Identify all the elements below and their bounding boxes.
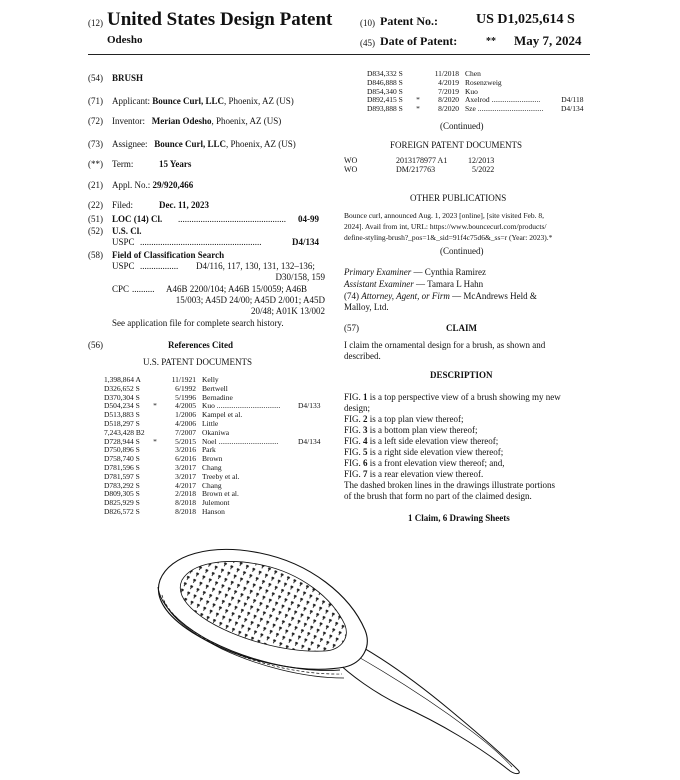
patent-no-label: Patent No.:: [380, 14, 438, 28]
reference-row: [104, 508, 321, 517]
reference-num: 7,243,428 B2: [104, 427, 145, 437]
reference-date: 6/2016: [175, 454, 196, 464]
reference-name: Treeby et al.: [202, 472, 240, 481]
code-10: (10): [360, 18, 375, 28]
reference-date: 7/2019: [438, 86, 459, 96]
inventor-location: , Phoenix, AZ (US): [211, 116, 282, 126]
reference-date: 1/2006: [175, 410, 196, 420]
reference-num: 1,398,864 A: [104, 375, 141, 384]
foreign-date: 12/2013: [468, 156, 495, 165]
fig-prefix: FIG.: [344, 469, 364, 479]
applicant-code: (71): [88, 96, 103, 106]
reference-cls: [298, 420, 321, 429]
reference-star: *: [153, 436, 157, 446]
reference-name: Chen: [465, 70, 481, 78]
inventor-name: Merian Odesho: [151, 116, 212, 126]
reference-date: 4/2019: [438, 77, 459, 87]
cpc-line3: 20/48; A01K 13/002: [250, 306, 325, 316]
fig1-prefix: FIG.: [344, 392, 364, 402]
reference-star: [150, 482, 160, 491]
attorney-line2: Malloy, Ltd.: [344, 302, 389, 312]
reference-star: [150, 420, 160, 429]
reference-num: D781,596 S: [104, 462, 140, 472]
reference-num: D783,292 S: [104, 480, 140, 490]
reference-num: D513,883 S: [104, 410, 140, 420]
reference-cls: [298, 411, 321, 420]
fig-text: is a rear elevation view thereof.: [367, 469, 484, 479]
reference-star: [150, 508, 160, 517]
appl-line: [112, 180, 193, 191]
loc-code: (51): [88, 214, 103, 224]
claim-heading: CLAIM: [446, 323, 477, 333]
primary-examiner-label: Primary Examiner: [344, 267, 412, 277]
reference-cls: [298, 482, 321, 491]
fig-number: 5: [363, 447, 368, 457]
fig-text: is a bottom plan view thereof;: [367, 425, 478, 435]
primary-examiner: [344, 267, 486, 278]
fig1-line2: design;: [344, 403, 370, 413]
fig-prefix: FIG.: [344, 414, 364, 424]
fig-prefix: FIG.: [344, 458, 364, 468]
claim-code: (57): [344, 323, 359, 333]
reference-star: [150, 411, 160, 420]
title-code: (54): [88, 73, 103, 83]
filed-value: Dec. 11, 2023: [159, 200, 209, 210]
reference-num: D504,234 S: [104, 401, 140, 411]
header-rule: [88, 54, 590, 55]
reference-star: *: [153, 401, 157, 411]
reference-cls: [298, 490, 321, 499]
assignee-location: , Phoenix, AZ (US): [226, 139, 296, 149]
foreign-num: DM/217763: [396, 164, 436, 174]
figure-description: [344, 414, 504, 425]
reference-star: *: [416, 95, 420, 105]
reference-star: [150, 455, 160, 464]
term-value: 15 Years: [159, 159, 192, 169]
assignee-name: Bounce Curl, LLC: [154, 139, 227, 149]
reference-name: Hanson: [202, 507, 225, 516]
cpc-line2: 15/003; A45D 24/00; A45D 2/001; A45D: [175, 295, 325, 305]
other-pub-line1: Bounce curl, announced Aug. 1, 2023 [online], [site visited Feb. 8,: [344, 211, 544, 220]
fig-text: is a top plan view thereof;: [367, 414, 464, 424]
reference-cls: [298, 385, 321, 394]
assistant-examiner: [344, 279, 483, 290]
fig1-text: is a top perspective view of a brush showing my new: [367, 392, 561, 402]
reference-num: D854,340 S: [367, 86, 403, 96]
reference-row: [367, 105, 584, 114]
appl-value: 29/920,466: [152, 180, 194, 190]
assignee-label: Assignee:: [112, 139, 148, 149]
reference-name: Kuo: [465, 87, 478, 96]
uspc-value: D4/134: [292, 237, 319, 247]
fig-number: 2: [363, 414, 368, 424]
reference-date: 11/1921: [171, 375, 196, 384]
reference-name: Kuo ..................................: [202, 402, 281, 411]
appl-label: Appl. No.:: [112, 180, 151, 190]
reference-cls: [298, 508, 321, 517]
reference-num: D893,888 S: [367, 104, 403, 114]
applicant-location: , Phoenix, AZ (US): [224, 96, 294, 106]
reference-name: Little: [202, 419, 219, 428]
uspc-label: USPC: [112, 237, 135, 247]
cpc-label: CPC: [112, 284, 130, 294]
cpc-dots: ..........: [132, 284, 155, 294]
reference-num: D846,888 S: [367, 77, 403, 87]
reference-cls: [298, 499, 321, 508]
attorney-line1: [344, 291, 537, 302]
foreign-date: 5/2022: [472, 164, 495, 174]
reference-date: 8/2018: [175, 498, 196, 508]
figure-description: [344, 447, 504, 458]
reference-cls: D4/134: [298, 436, 321, 446]
uspc-dots: ......................................................: [140, 237, 262, 247]
foreign-num: 2013178977 A1: [396, 156, 448, 165]
reference-num: D809,305 S: [104, 489, 140, 499]
assignee-code: (73): [88, 139, 103, 149]
refs-heading: References Cited: [168, 340, 234, 350]
uscl-code: (52): [88, 226, 103, 236]
reference-cls: [298, 446, 321, 455]
reference-num: D518,297 S: [104, 418, 140, 428]
applicant-line: [112, 96, 294, 107]
fig-number: 3: [363, 425, 368, 435]
reference-date: 8/2020: [438, 95, 459, 105]
figure-list: [344, 414, 504, 480]
reference-name: Julemont: [202, 499, 230, 508]
reference-star: [150, 490, 160, 499]
reference-name: Kampel et al.: [202, 411, 243, 420]
reference-name: Bernadine: [202, 393, 233, 402]
foreign-references: [344, 157, 494, 175]
fig-text: is a front elevation view thereof; and,: [367, 458, 505, 468]
fig-text: is a left side elevation view thereof;: [367, 436, 499, 446]
attorney-label: Attorney, Agent, or Firm: [361, 291, 450, 301]
field-label: Field of Classification Search: [112, 250, 225, 260]
dashed-note-2: of the brush that form no part of the claimed design.: [344, 491, 532, 501]
filed-label: Filed:: [112, 200, 134, 210]
fig1-number: 1: [363, 392, 368, 402]
patent-date: May 7, 2024: [514, 33, 582, 48]
reference-name: Sze ...................................: [465, 105, 544, 114]
code-45: (45): [360, 38, 375, 48]
cpc-line1: A46B 2200/104; A46B 15/0059; A46B: [166, 284, 308, 294]
reference-num: D825,929 S: [104, 498, 140, 508]
reference-name: Chang: [202, 463, 222, 472]
document-type: United States Design Patent: [107, 9, 333, 30]
reference-cls: D4/134: [561, 104, 584, 114]
figure-description: [344, 469, 504, 480]
reference-name: Axelrod ..........................: [465, 96, 541, 105]
search-history-note: See application file for complete search history.: [112, 318, 284, 328]
dashed-note-1: The dashed broken lines in the drawings illustrate portions: [344, 480, 555, 490]
reference-name: Noel ................................: [202, 437, 279, 446]
reference-star: [150, 499, 160, 508]
refs-continued: (Continued): [440, 121, 484, 131]
fig-prefix: FIG.: [344, 425, 364, 435]
reference-name: Rosenzweig: [465, 78, 502, 87]
reference-star: [150, 464, 160, 473]
reference-date: 5/2015: [175, 436, 196, 446]
fig-text: is a right side elevation view thereof;: [367, 447, 504, 457]
reference-cls: [298, 464, 321, 473]
other-pub-line3: define-styling-brush?_pos=1&_sid=91f4c75d6&_ss=r (Year: 2023).*: [344, 233, 553, 242]
field-uspc-line1: D4/116, 117, 130, 131, 132–136;: [196, 261, 315, 271]
uscl-label: U.S. Cl.: [112, 226, 142, 236]
inventor-line: [112, 116, 281, 127]
fig1-line: [344, 392, 561, 403]
reference-name: Brown: [202, 455, 223, 464]
figure-description: [344, 425, 504, 436]
reference-date: 11/2018: [434, 69, 459, 78]
fig-number: 7: [363, 469, 368, 479]
code-12: (12): [88, 18, 103, 28]
other-continued: (Continued): [440, 246, 484, 256]
reference-date: 6/1992: [175, 383, 196, 393]
figure-description: [344, 436, 504, 447]
us-references-right: [367, 70, 584, 114]
reference-num: D326,652 S: [104, 383, 140, 393]
field-code: (58): [88, 250, 103, 260]
reference-num: D892,415 S: [367, 95, 403, 105]
reference-name: Brown et al.: [202, 490, 239, 499]
foreign-country: WO: [344, 156, 358, 165]
foreign-heading: FOREIGN PATENT DOCUMENTS: [390, 140, 523, 150]
fig-prefix: FIG.: [344, 447, 364, 457]
reference-cls: [561, 79, 584, 88]
reference-num: D826,572 S: [104, 506, 140, 516]
reference-cls: D4/133: [298, 401, 321, 411]
loc-value: 04-99: [298, 214, 319, 224]
assistant-examiner-name: — Tamara L Hahn: [413, 279, 484, 289]
reference-date: 2/2018: [175, 489, 196, 499]
applicant-name: Bounce Curl, LLC: [152, 96, 225, 106]
reference-cls: [561, 70, 584, 79]
hairbrush-drawing: [150, 535, 530, 775]
claim-line1: I claim the ornamental design for a brush, as shown and: [344, 340, 546, 350]
attorney-code: (74): [344, 291, 359, 301]
reference-date: 3/2017: [175, 462, 196, 472]
reference-num: D758,740 S: [104, 454, 140, 464]
patent-number: US D1,025,614 S: [476, 12, 575, 27]
term-label: Term:: [112, 159, 134, 169]
reference-star: [413, 79, 423, 88]
claims-sheets: 1 Claim, 6 Drawing Sheets: [408, 513, 510, 523]
fig-number: 4: [363, 436, 368, 446]
filed-code: (22): [88, 200, 103, 210]
loc-label: LOC (14) Cl.: [112, 214, 163, 224]
applicant-label: Applicant:: [112, 96, 150, 106]
reference-star: [150, 376, 160, 385]
other-pub-line2: 2024]. Avail from int, URL: https://www.bouncecurl.com/products/: [344, 222, 547, 231]
us-references-left: [104, 376, 321, 517]
reference-date: 5/1996: [175, 392, 196, 402]
reference-star: [150, 446, 160, 455]
inventor-label: Inventor:: [112, 116, 145, 126]
reference-date: 7/2007: [175, 427, 196, 437]
primary-examiner-name: — Cynthia Ramirez: [411, 267, 486, 277]
appl-code: (21): [88, 180, 103, 190]
fig-number: 6: [363, 458, 368, 468]
description-heading: DESCRIPTION: [430, 370, 493, 380]
refs-code: (56): [88, 340, 103, 350]
field-uspc-line2: D30/158, 159: [275, 272, 325, 282]
reference-date: 3/2016: [175, 445, 196, 455]
reference-star: [150, 385, 160, 394]
reference-date: 3/2017: [175, 471, 196, 481]
assistant-examiner-label: Assistant Examiner: [344, 279, 414, 289]
claim-line2: described.: [344, 351, 381, 361]
inventor-code: (72): [88, 116, 103, 126]
reference-name: Park: [202, 446, 216, 455]
reference-cls: [298, 473, 321, 482]
reference-num: D750,896 S: [104, 445, 140, 455]
reference-name: Chang: [202, 481, 222, 490]
assignee-line: [112, 139, 296, 150]
reference-date: 8/2018: [175, 506, 196, 516]
field-uspc-label: USPC: [112, 261, 135, 271]
reference-star: *: [416, 104, 420, 114]
field-uspc-dots: .................: [140, 261, 179, 271]
loc-dots: ................................................: [178, 214, 286, 224]
reference-name: Kelly: [202, 376, 219, 384]
reference-name: Bertwell: [202, 384, 228, 393]
us-docs-heading: U.S. PATENT DOCUMENTS: [143, 357, 253, 367]
reference-date: 4/2005: [175, 401, 196, 411]
reference-date: 4/2017: [175, 480, 196, 490]
other-pubs-heading: OTHER PUBLICATIONS: [410, 193, 507, 203]
date-label: Date of Patent:: [380, 34, 458, 48]
reference-date: 8/2020: [438, 104, 459, 114]
title-value: BRUSH: [112, 73, 144, 83]
fig-prefix: FIG.: [344, 436, 364, 446]
reference-num: D834,332 S: [367, 69, 403, 78]
reference-num: D728,944 S: [104, 436, 140, 446]
reference-star: [413, 70, 423, 79]
reference-num: D781,597 S: [104, 471, 140, 481]
figure-description: [344, 458, 504, 469]
foreign-reference-row: [344, 166, 494, 175]
term-code: (**): [88, 159, 103, 169]
reference-num: D370,304 S: [104, 392, 140, 402]
reference-star: [150, 473, 160, 482]
reference-cls: D4/118: [561, 95, 584, 105]
date-stars: **: [486, 36, 496, 47]
reference-name: Okaniwa: [202, 428, 230, 437]
reference-cls: [298, 455, 321, 464]
reference-date: 4/2006: [175, 418, 196, 428]
inventor-surname: Odesho: [107, 34, 143, 46]
reference-cls: [298, 376, 321, 385]
attorney-name-1: — McAndrews Held &: [449, 291, 537, 301]
foreign-country: WO: [344, 164, 358, 174]
